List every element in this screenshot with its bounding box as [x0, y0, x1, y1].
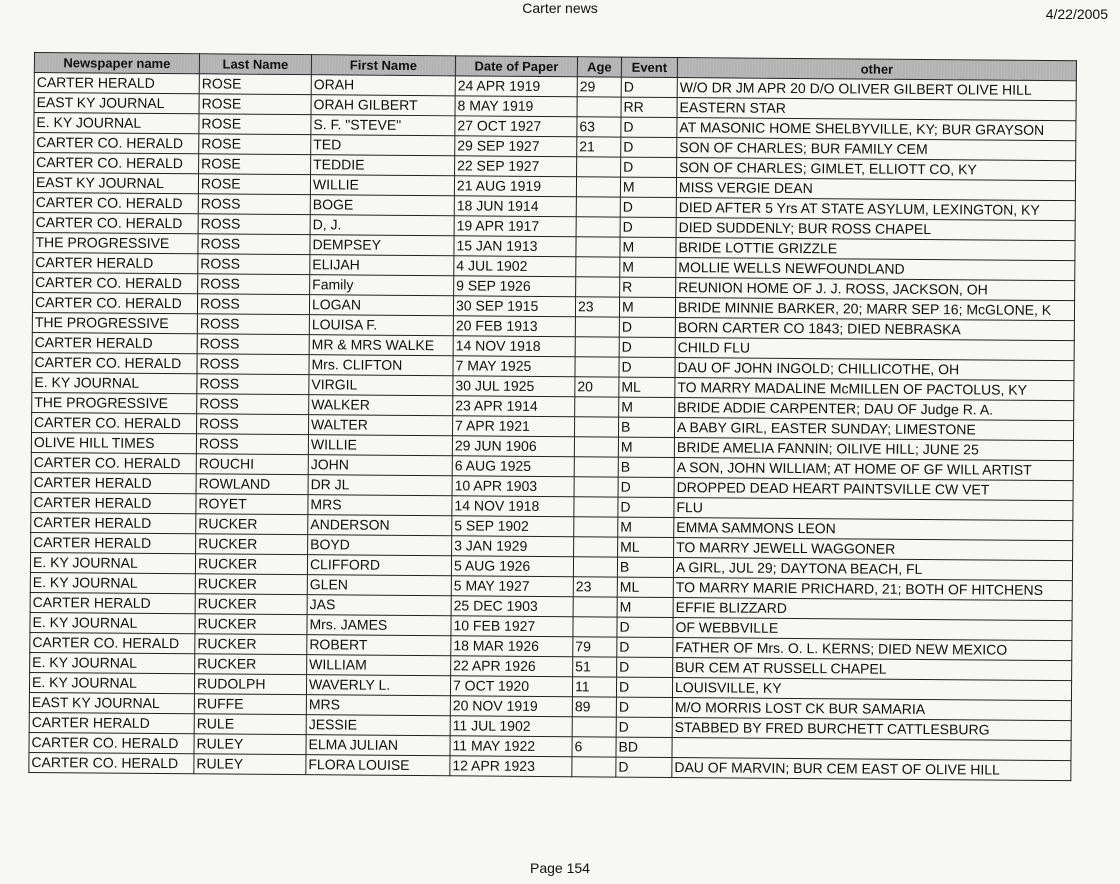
cell-last-name: ROSS — [198, 234, 310, 255]
cell-newspaper: THE PROGRESSIVE — [32, 312, 197, 333]
cell-first-name: Mrs. JAMES — [307, 615, 451, 636]
cell-age — [574, 437, 618, 457]
cell-age: 23 — [573, 577, 617, 597]
cell-date: 19 APR 1917 — [454, 216, 576, 237]
cell-other: LOUISVILLE, KY — [672, 678, 1071, 701]
cell-date: 30 SEP 1915 — [453, 296, 575, 317]
cell-other: BORN CARTER CO 1843; DIED NEBRASKA — [675, 318, 1074, 341]
column-header-age: Age — [577, 57, 621, 77]
cell-newspaper: CARTER HERALD — [31, 472, 196, 493]
cell-newspaper: CARTER HERALD — [31, 512, 196, 533]
cell-event: ML — [619, 377, 675, 397]
cell-newspaper: CARTER CO. HERALD — [32, 412, 197, 433]
cell-last-name: ROSE — [199, 94, 311, 115]
cell-event: D — [619, 357, 675, 377]
page-header-title: Carter news — [522, 0, 598, 16]
cell-age: 23 — [575, 297, 619, 317]
cell-event: M — [620, 237, 676, 257]
cell-date: 14 NOV 1918 — [453, 336, 575, 357]
cell-last-name: ROSS — [197, 394, 309, 415]
cell-first-name: Mrs. CLIFTON — [309, 355, 453, 376]
cell-date: 4 JUL 1902 — [454, 256, 576, 277]
cell-other: MOLLIE WELLS NEWFOUNDLAND — [676, 258, 1075, 281]
cell-other: STABBED BY FRED BURCHETT CATTLESBURG — [672, 718, 1071, 741]
cell-newspaper: EAST KY JOURNAL — [34, 93, 199, 114]
cell-newspaper: CARTER HERALD — [31, 532, 196, 553]
cell-age: 89 — [572, 697, 616, 717]
cell-event: D — [620, 217, 676, 237]
cell-last-name: RULEY — [194, 734, 306, 755]
cell-other: SON OF CHARLES; GIMLET, ELLIOTT CO, KY — [677, 158, 1076, 181]
cell-date: 11 JUL 1902 — [450, 716, 572, 737]
cell-age — [574, 537, 618, 557]
cell-other: FLU — [674, 498, 1073, 521]
cell-last-name: RUFFE — [194, 694, 306, 715]
cell-newspaper: CARTER CO. HERALD — [29, 732, 194, 753]
column-header-date: Date of Paper — [455, 56, 577, 77]
cell-other: A BABY GIRL, EASTER SUNDAY; LIMESTONE — [674, 418, 1073, 441]
cell-first-name: LOGAN — [309, 295, 453, 316]
cell-event: D — [616, 717, 672, 737]
cell-event: B — [617, 557, 673, 577]
cell-last-name: RUCKER — [195, 614, 307, 635]
cell-other: DIED SUDDENLY; BUR ROSS CHAPEL — [676, 218, 1075, 241]
cell-other: M/O MORRIS LOST CK BUR SAMARIA — [672, 698, 1071, 721]
cell-last-name: ROSS — [196, 434, 308, 455]
cell-newspaper: CARTER CO. HERALD — [34, 153, 199, 174]
cell-event: B — [618, 457, 674, 477]
cell-date: 7 MAY 1925 — [453, 356, 575, 377]
cell-other: A GIRL, JUL 29; DAYTONA BEACH, FL — [673, 558, 1072, 581]
cell-age: 29 — [577, 77, 621, 97]
cell-last-name: ROSS — [197, 314, 309, 335]
cell-newspaper: CARTER CO. HERALD — [33, 272, 198, 293]
cell-last-name: ROSS — [197, 354, 309, 375]
cell-age: 20 — [575, 377, 619, 397]
cell-first-name: S. F. "STEVE" — [311, 115, 455, 136]
cell-other: DAU OF MARVIN; BUR CEM EAST OF OLIVE HILL — [672, 758, 1071, 781]
cell-date: 20 FEB 1913 — [453, 316, 575, 337]
cell-event: D — [620, 197, 676, 217]
cell-newspaper: E. KY JOURNAL — [30, 572, 195, 593]
cell-newspaper: E. KY JOURNAL — [30, 552, 195, 573]
cell-newspaper: E. KY JOURNAL — [34, 113, 199, 134]
cell-last-name: ROSE — [199, 134, 311, 155]
cell-date: 20 NOV 1919 — [450, 696, 572, 717]
cell-newspaper: THE PROGRESSIVE — [32, 392, 197, 413]
cell-event: M — [620, 257, 676, 277]
cell-date: 25 DEC 1903 — [451, 596, 573, 617]
cell-event: M — [618, 437, 674, 457]
cell-age: 51 — [573, 657, 617, 677]
cell-event: D — [616, 677, 672, 697]
cell-newspaper: THE PROGRESSIVE — [33, 232, 198, 253]
cell-age: 11 — [572, 677, 616, 697]
cell-newspaper: CARTER CO. HERALD — [32, 352, 197, 373]
cell-last-name: RULE — [194, 714, 306, 735]
column-header-last-name: Last Name — [199, 54, 311, 75]
cell-event: D — [616, 697, 672, 717]
cell-event: D — [619, 337, 675, 357]
cell-last-name: ROSS — [197, 334, 309, 355]
cell-other: BRIDE MINNIE BARKER, 20; MARR SEP 16; McGLONE, K — [675, 298, 1074, 321]
cell-date: 12 APR 1923 — [450, 756, 572, 777]
cell-last-name: ROUCHI — [196, 454, 308, 475]
cell-last-name: ROSS — [197, 374, 309, 395]
cell-first-name: TED — [311, 135, 455, 156]
cell-last-name: RUDOLPH — [194, 674, 306, 695]
cell-newspaper: CARTER HERALD — [30, 592, 195, 613]
page-header-date: 4/22/2005 — [1045, 6, 1108, 22]
cell-other: CHILD FLU — [675, 338, 1074, 361]
cell-other: BRIDE LOTTIE GRIZZLE — [676, 238, 1075, 261]
cell-age — [573, 557, 617, 577]
cell-age — [574, 477, 618, 497]
cell-first-name: WAVERLY L. — [306, 675, 450, 696]
cell-first-name: ELMA JULIAN — [306, 735, 450, 756]
cell-last-name: RUCKER — [195, 594, 307, 615]
cell-other: AT MASONIC HOME SHELBYVILLE, KY; BUR GRAYSON — [677, 118, 1076, 141]
cell-newspaper: CARTER CO. HERALD — [30, 632, 195, 653]
cell-age — [574, 457, 618, 477]
cell-last-name: ROSS — [198, 194, 310, 215]
cell-other: OF WEBBVILLE — [673, 618, 1072, 641]
cell-first-name: BOYD — [308, 535, 452, 556]
cell-first-name: MRS — [306, 695, 450, 716]
column-header-newspaper: Newspaper name — [34, 53, 199, 74]
cell-event: M — [620, 177, 676, 197]
cell-other: FATHER OF Mrs. O. L. KERNS; DIED NEW MEXICO — [673, 638, 1072, 661]
cell-newspaper: CARTER CO. HERALD — [33, 192, 198, 213]
cell-newspaper: OLIVE HILL TIMES — [31, 432, 196, 453]
cell-date: 24 APR 1919 — [455, 76, 577, 97]
cell-date: 18 MAR 1926 — [451, 636, 573, 657]
cell-other: EFFIE BLIZZARD — [673, 598, 1072, 621]
cell-newspaper: CARTER CO. HERALD — [31, 452, 196, 473]
cell-date: 11 MAY 1922 — [450, 736, 572, 757]
cell-date: 29 JUN 1906 — [452, 436, 574, 457]
cell-newspaper: CARTER CO. HERALD — [33, 212, 198, 233]
cell-last-name: RUCKER — [195, 634, 307, 655]
cell-age — [575, 337, 619, 357]
cell-event: D — [617, 617, 673, 637]
cell-first-name: DEMPSEY — [310, 235, 454, 256]
cell-first-name: WILLIE — [308, 435, 452, 456]
cell-date: 14 NOV 1918 — [452, 496, 574, 517]
cell-last-name: ROWLAND — [196, 474, 308, 495]
cell-event: ML — [617, 577, 673, 597]
cell-first-name: ELIJAH — [310, 255, 454, 276]
cell-date: 9 SEP 1926 — [454, 276, 576, 297]
cell-newspaper: E. KY JOURNAL — [29, 672, 194, 693]
cell-date: 27 OCT 1927 — [455, 116, 577, 137]
cell-first-name: JAS — [307, 595, 451, 616]
cell-age — [576, 257, 620, 277]
cell-event: D — [616, 757, 672, 777]
cell-newspaper: CARTER CO. HERALD — [34, 133, 199, 154]
cell-first-name: ANDERSON — [308, 515, 452, 536]
cell-event: D — [621, 117, 677, 137]
cell-first-name: ORAH GILBERT — [311, 95, 455, 116]
cell-other: EMMA SAMMONS LEON — [674, 518, 1073, 541]
cell-first-name: LOUISA F. — [309, 315, 453, 336]
records-table — [28, 52, 1077, 781]
cell-other: DROPPED DEAD HEART PAINTSVILLE CW VET — [674, 478, 1073, 501]
cell-date: 29 SEP 1927 — [455, 136, 577, 157]
cell-newspaper: CARTER CO. HERALD — [32, 292, 197, 313]
cell-last-name: ROSE — [199, 114, 311, 135]
cell-last-name: ROSE — [199, 74, 311, 95]
cell-date: 10 FEB 1927 — [451, 616, 573, 637]
cell-first-name: JOHN — [308, 455, 452, 476]
cell-age — [576, 217, 620, 237]
cell-event: D — [618, 497, 674, 517]
cell-event: M — [619, 397, 675, 417]
cell-other: A SON, JOHN WILLIAM; AT HOME OF GF WILL ARTIST — [674, 458, 1073, 481]
cell-first-name: DR JL — [308, 475, 452, 496]
cell-age — [577, 97, 621, 117]
cell-event: D — [617, 657, 673, 677]
cell-age — [572, 757, 616, 777]
cell-event: D — [619, 317, 675, 337]
cell-age — [574, 417, 618, 437]
cell-date: 21 AUG 1919 — [454, 176, 576, 197]
cell-last-name: ROSE — [199, 154, 311, 175]
cell-other: MISS VERGIE DEAN — [676, 178, 1075, 201]
cell-event: R — [620, 277, 676, 297]
records-sheet — [28, 52, 1077, 781]
cell-first-name: GLEN — [307, 575, 451, 596]
cell-newspaper: EAST KY JOURNAL — [29, 692, 194, 713]
cell-other: TO MARRY MADALINE McMILLEN OF PACTOLUS, KY — [675, 378, 1074, 401]
cell-age — [575, 317, 619, 337]
cell-event: M — [617, 597, 673, 617]
column-header-event: Event — [621, 57, 677, 77]
cell-age — [572, 717, 616, 737]
cell-first-name: D, J. — [310, 215, 454, 236]
cell-date: 5 MAY 1927 — [451, 576, 573, 597]
cell-event: M — [618, 517, 674, 537]
cell-last-name: ROSS — [198, 214, 310, 235]
cell-newspaper: EAST KY JOURNAL — [33, 173, 198, 194]
cell-last-name: RUCKER — [196, 514, 308, 535]
column-header-first-name: First Name — [311, 55, 455, 76]
cell-first-name: MR & MRS WALKE — [309, 335, 453, 356]
cell-event: D — [618, 477, 674, 497]
cell-date: 8 MAY 1919 — [455, 96, 577, 117]
cell-date: 6 AUG 1925 — [452, 456, 574, 477]
cell-age — [577, 157, 621, 177]
cell-date: 3 JAN 1929 — [452, 536, 574, 557]
cell-other: DAU OF JOHN INGOLD; CHILLICOTHE, OH — [675, 358, 1074, 381]
cell-date: 5 SEP 1902 — [452, 516, 574, 537]
cell-other: BRIDE ADDIE CARPENTER; DAU OF Judge R. A. — [675, 398, 1074, 421]
cell-newspaper: E. KY JOURNAL — [30, 652, 195, 673]
cell-other: SON OF CHARLES; BUR FAMILY CEM — [677, 138, 1076, 161]
cell-event: D — [621, 77, 677, 97]
cell-last-name: RUCKER — [195, 574, 307, 595]
cell-other: BRIDE AMELIA FANNIN; OILIVE HILL; JUNE 25 — [674, 438, 1073, 461]
cell-date: 15 JAN 1913 — [454, 236, 576, 257]
cell-first-name: MRS — [308, 495, 452, 516]
cell-first-name: WILLIAM — [307, 655, 451, 676]
cell-last-name: ROSS — [197, 294, 309, 315]
cell-date: 10 APR 1903 — [452, 476, 574, 497]
cell-age — [576, 197, 620, 217]
cell-first-name: ROBERT — [307, 635, 451, 656]
cell-first-name: WALTER — [309, 415, 453, 436]
cell-age: 63 — [577, 117, 621, 137]
cell-newspaper: CARTER HERALD — [32, 332, 197, 353]
cell-other: TO MARRY JEWELL WAGGONER — [674, 538, 1073, 561]
cell-event: D — [621, 157, 677, 177]
cell-age — [574, 517, 618, 537]
cell-event: RR — [621, 97, 677, 117]
cell-age — [573, 617, 617, 637]
cell-age: 79 — [573, 637, 617, 657]
cell-age: 6 — [572, 737, 616, 757]
cell-age: 21 — [577, 137, 621, 157]
cell-event: ML — [618, 537, 674, 557]
cell-other: W/O DR JM APR 20 D/O OLIVER GILBERT OLIVE HILL — [677, 78, 1076, 101]
cell-newspaper: CARTER HERALD — [31, 492, 196, 513]
table-body — [29, 73, 1076, 781]
cell-first-name: WILLIE — [310, 175, 454, 196]
cell-event: M — [619, 297, 675, 317]
cell-newspaper: E. KY JOURNAL — [32, 372, 197, 393]
cell-newspaper: CARTER CO. HERALD — [29, 752, 194, 773]
cell-newspaper: CARTER HERALD — [34, 73, 199, 94]
cell-last-name: RULEY — [194, 754, 306, 775]
cell-other: BUR CEM AT RUSSELL CHAPEL — [673, 658, 1072, 681]
cell-date: 23 APR 1914 — [453, 396, 575, 417]
column-header-other: other — [677, 58, 1076, 81]
cell-other: DIED AFTER 5 Yrs AT STATE ASYLUM, LEXINGTON, KY — [676, 198, 1075, 221]
cell-last-name: ROYET — [196, 494, 308, 515]
cell-newspaper: CARTER HERALD — [33, 252, 198, 273]
cell-other: EASTERN STAR — [677, 98, 1076, 121]
cell-age — [575, 397, 619, 417]
cell-first-name: WALKER — [309, 395, 453, 416]
cell-first-name: TEDDIE — [311, 155, 455, 176]
cell-age — [573, 597, 617, 617]
cell-event: BD — [616, 737, 672, 757]
cell-last-name: ROSS — [197, 414, 309, 435]
cell-newspaper: E. KY JOURNAL — [30, 612, 195, 633]
cell-first-name: BOGE — [310, 195, 454, 216]
cell-date: 7 OCT 1920 — [450, 676, 572, 697]
cell-first-name: VIRGIL — [309, 375, 453, 396]
cell-first-name: ORAH — [311, 75, 455, 96]
cell-other: TO MARRY MARIE PRICHARD, 21; BOTH OF HITCHENS — [673, 578, 1072, 601]
cell-last-name: ROSS — [198, 274, 310, 295]
cell-event: D — [617, 637, 673, 657]
cell-event: B — [618, 417, 674, 437]
cell-first-name: Family — [310, 275, 454, 296]
cell-first-name: JESSIE — [306, 715, 450, 736]
cell-age — [574, 497, 618, 517]
cell-last-name: ROSE — [198, 174, 310, 195]
cell-date: 7 APR 1921 — [452, 416, 574, 437]
cell-date: 18 JUN 1914 — [454, 196, 576, 217]
page-footer: Page 154 — [530, 860, 590, 876]
cell-first-name: FLORA LOUISE — [306, 755, 450, 776]
cell-date: 22 APR 1926 — [451, 656, 573, 677]
cell-other: REUNION HOME OF J. J. ROSS, JACKSON, OH — [676, 278, 1075, 301]
cell-age — [576, 177, 620, 197]
cell-last-name: ROSS — [198, 254, 310, 275]
cell-event: D — [621, 137, 677, 157]
cell-age — [576, 277, 620, 297]
cell-date: 30 JUL 1925 — [453, 376, 575, 397]
cell-last-name: RUCKER — [195, 554, 307, 575]
cell-age — [575, 357, 619, 377]
cell-last-name: RUCKER — [195, 654, 307, 675]
cell-date: 22 SEP 1927 — [455, 156, 577, 177]
cell-date: 5 AUG 1926 — [451, 556, 573, 577]
cell-first-name: CLIFFORD — [307, 555, 451, 576]
cell-age — [576, 237, 620, 257]
cell-last-name: RUCKER — [196, 534, 308, 555]
cell-newspaper: CARTER HERALD — [29, 712, 194, 733]
